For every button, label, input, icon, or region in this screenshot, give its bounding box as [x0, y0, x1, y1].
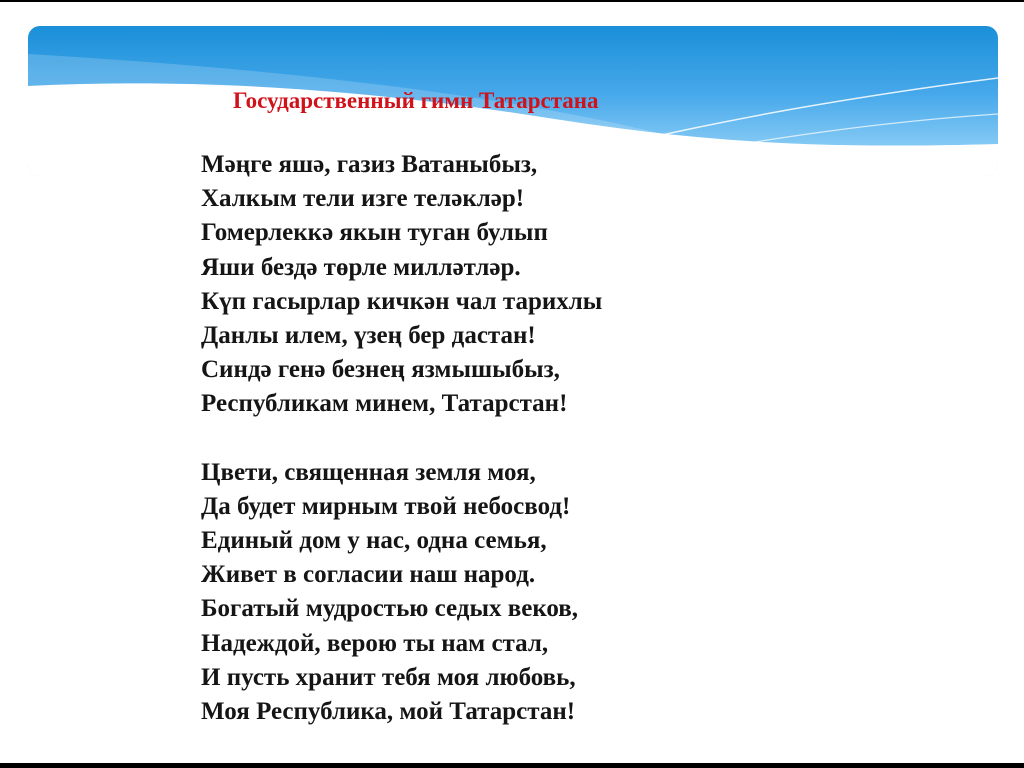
poem-line: Да будет мирным твой небосвод!: [201, 492, 571, 520]
poem-line: Живет в согласии наш народ.: [201, 561, 536, 589]
poem-line: Республикам минем, Татарстан!: [201, 390, 568, 418]
anthem-text: [201, 148, 602, 729]
poem-line: Единый дом у нас, одна семья,: [201, 527, 547, 555]
top-border: [0, 0, 1024, 2]
stanza-russian: [201, 456, 602, 730]
poem-line: И пусть хранит тебя моя любовь,: [201, 663, 576, 691]
poem-line: Гомерлеккә якын туган булып: [201, 219, 548, 247]
stanza-gap: [201, 422, 602, 456]
page-title: Государственный гимн Татарстана: [233, 88, 599, 113]
poem-line: Богатый мудростью седых веков,: [201, 595, 579, 623]
poem-line: Моя Республика, мой Татарстан!: [201, 698, 576, 725]
poem-line: Данлы илем, үзең бер дастан!: [201, 321, 536, 349]
stanza-tatar: [201, 148, 602, 422]
poem-line: Күп гасырлар кичкән чал тарихлы: [201, 287, 603, 315]
poem-line: Цвети, священная земля моя,: [201, 458, 536, 486]
poem-line: Синдә генә безнең язмышыбыз,: [201, 356, 560, 384]
bottom-border: [0, 763, 1024, 768]
poem-line: Надеждой, верою ты нам стал,: [201, 629, 549, 657]
poem-line: Халкым тели изге теләкләр!: [201, 185, 525, 213]
poem-line: Яши бездә төрле милләтләр.: [201, 253, 521, 281]
poem-line: Мәңге яшә, газиз Ватаныбыз,: [201, 151, 538, 178]
